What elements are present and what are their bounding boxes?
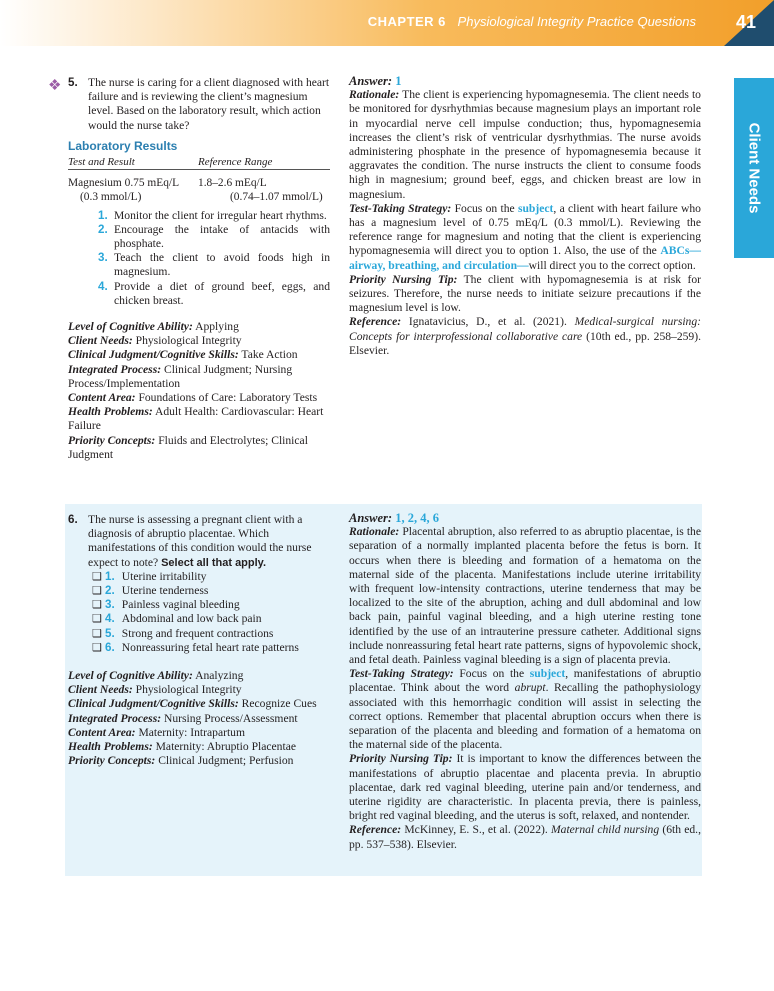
- reference-label: Reference:: [349, 315, 402, 329]
- rationale: [349, 88, 701, 202]
- checkbox-icon[interactable]: ❑: [92, 641, 102, 654]
- page-number: 41: [735, 12, 756, 32]
- test-taking-strategy: [349, 667, 701, 752]
- checkbox-icon[interactable]: ❑: [92, 585, 102, 598]
- option-text: Uterine irritability: [121, 569, 207, 583]
- meta-value: Applying: [195, 320, 239, 334]
- answer-option[interactable]: [98, 208, 330, 223]
- meta-row: [68, 320, 330, 334]
- strategy-text: . Recalling the pathophysiology associated with this hemorrhagic condition will assist in selecting the correct options. Remember that placental abruption occurs when there is separation of the placenta and bleeding and formation of a hematoma on the maternal side of the placenta.: [349, 681, 701, 752]
- select-all-instruction: Select all that apply.: [161, 556, 267, 569]
- meta-value: Maternity: Intrapartum: [138, 725, 246, 739]
- lab-col-test: Test and Result: [68, 156, 135, 169]
- chapter-label: CHAPTER 6: [367, 14, 446, 29]
- test-taking-strategy: [349, 202, 701, 273]
- lab-range-si: (0.74–1.07 mmol/L): [230, 191, 323, 204]
- answer-label: Answer:: [349, 74, 393, 88]
- highlight-subject: subject: [529, 667, 566, 681]
- side-tab-label: Client Needs: [745, 122, 763, 214]
- meta-value: Foundations of Care: Laboratory Tests: [138, 391, 318, 405]
- question-metadata: [68, 669, 330, 768]
- checkbox-icon[interactable]: ❑: [92, 599, 102, 612]
- strategy-text: will direct you to the correct option.: [528, 258, 696, 272]
- answer-options: [68, 570, 330, 655]
- running-head: [368, 14, 696, 29]
- meta-row: [68, 334, 330, 348]
- meta-key: Health Problems:: [68, 740, 153, 754]
- rationale: [349, 525, 701, 667]
- lab-row: [68, 190, 330, 204]
- priority-nursing-tip: [349, 273, 701, 316]
- alternate-item-icon: ❖: [48, 78, 62, 94]
- question-metadata: [68, 320, 330, 462]
- reference: [349, 315, 701, 358]
- reference-text: McKinney, E. S., et al. (2022).: [404, 823, 548, 837]
- answer-option[interactable]: [98, 222, 330, 251]
- meta-key: Priority Concepts:: [68, 754, 156, 768]
- lab-results-title: Laboratory Results: [68, 138, 178, 153]
- option-text: Provide a diet of ground beef, eggs, and chicken breast.: [114, 279, 330, 307]
- meta-row: [68, 683, 330, 697]
- option-number: 1.: [98, 208, 108, 222]
- meta-value: Maternity: Abruptio Placentae: [155, 740, 296, 754]
- page-header: [0, 0, 774, 46]
- option-number: 4.: [98, 279, 108, 293]
- meta-row: [68, 405, 330, 433]
- question-number: 6.: [68, 513, 78, 526]
- option-number: 1.: [105, 569, 115, 583]
- answer-value: 1: [395, 74, 402, 88]
- meta-key: Content Area:: [68, 391, 136, 405]
- answer-6: [349, 511, 701, 852]
- answer-option[interactable]: [92, 598, 330, 612]
- option-text: Painless vaginal bleeding: [121, 598, 240, 612]
- lab-range: 1.8–2.6 mEq/L: [198, 177, 267, 190]
- meta-value: Fluids and Electrolytes; Clinical Judgment: [68, 433, 308, 461]
- meta-row: [68, 669, 330, 683]
- rationale-text: Placental abruption, also referred to as abruptio placentae, is the separation of a normally implanted placenta before the fetus is born. It occurs when there is bleeding and formation of a hematoma on the maternal side of the placenta. Manifestations include uterine irritability with frequent low-intensity contractions, uterine tenderness that may be localized to the site of the abruption, aching and dull abdominal and low back pain, painful vaginal bleeding, and a high uterine resting tone identified by the use of an intrauterine pressure catheter. Additional signs include nonreassuring fetal heart rate patterns, signs of hypovolemic shock, and fetal death. Painless vaginal bleeding is a sign of placenta previa.: [349, 525, 701, 667]
- option-text: Strong and frequent contractions: [121, 626, 274, 640]
- option-number: 2.: [105, 584, 115, 598]
- reference-title: Medical-surgical nursing: Concepts for interprofessional collaborative care: [349, 315, 702, 343]
- option-text: Teach the client to avoid foods high in magnesium.: [114, 251, 330, 279]
- tip-label: Priority Nursing Tip:: [349, 752, 453, 766]
- option-number: 5.: [105, 626, 115, 640]
- tip-label: Priority Nursing Tip:: [349, 272, 458, 286]
- meta-row: [68, 434, 330, 462]
- meta-row: [68, 363, 330, 391]
- strategy-text: Focus on the: [459, 667, 525, 681]
- option-text: Abdominal and low back pain: [121, 612, 262, 626]
- meta-row: [68, 391, 330, 405]
- checkbox-icon[interactable]: ❑: [92, 613, 102, 626]
- meta-key: Client Needs:: [68, 683, 133, 697]
- reference: [349, 823, 701, 851]
- option-number: 3.: [105, 598, 115, 612]
- meta-key: Level of Cognitive Ability:: [68, 669, 193, 683]
- meta-value: Take Action: [241, 348, 298, 362]
- meta-row: [68, 726, 330, 740]
- lab-table-header: [68, 155, 330, 170]
- option-number: 6.: [105, 640, 115, 654]
- meta-row: [68, 348, 330, 362]
- question-number: 5.: [68, 76, 78, 89]
- priority-nursing-tip: [349, 752, 701, 823]
- lab-row: [68, 176, 330, 190]
- lab-result-si: (0.3 mmol/L): [80, 191, 142, 204]
- chapter-title: Physiological Integrity Practice Questions: [457, 14, 696, 29]
- tip-text: It is important to know the differences between the manifestations of abruptio placentae and placenta previa. In abruptio placentae, dark red vaginal bleeding, uterine pain and/or tenderness, and uterine rigidity are characteristic. In placenta previa, there is painless, bright red vaginal bleeding, and the uterus is soft, relaxed, and nontender.: [349, 752, 701, 823]
- question-6: [68, 513, 330, 768]
- meta-row: [68, 697, 330, 711]
- lab-result: Magnesium 0.75 mEq/L: [68, 177, 180, 190]
- option-text: Encourage the intake of antacids with phosphate.: [114, 222, 330, 251]
- answer-value: 1, 2, 4, 6: [395, 511, 439, 525]
- answer-option[interactable]: [92, 569, 330, 584]
- answer-option[interactable]: [92, 626, 330, 641]
- answer-option[interactable]: [92, 584, 330, 598]
- meta-row: [68, 740, 330, 754]
- rationale-text: The client is experiencing hypomagnesemia. The client needs to be monitored for dysrhythmias because magnesium plays an important role in myocardial nerve cell impulse conduction; thus, hypomagnesemia increases the client’s risk of ventricular dysrhythmias. The nurse avoids administering phosphate in the presence of hypomagnesemia because it aggravates the condition. The nurse instructs the client to consume foods high in magnesium; ground beef, eggs, and chicken breast are low in magnesium.: [349, 88, 701, 201]
- reference-text: Ignatavicius, D., et al. (2021).: [408, 315, 567, 329]
- rationale-label: Rationale:: [349, 88, 400, 102]
- option-text: Monitor the client for irregular heart rhythms.: [114, 208, 327, 222]
- question-6-stem: [68, 513, 330, 570]
- meta-value: Recognize Cues: [241, 697, 317, 711]
- tip-text: The client with hypomagnesemia is at risk for seizures. Therefore, the nurse needs to initiate seizure precautions if the magnesium level is low.: [349, 272, 701, 315]
- question-text: The nurse is assessing a pregnant client with a diagnosis of abruptio placentae. Which manifestations of this condition would the nurse expect to note?: [88, 513, 312, 569]
- answer-option[interactable]: [98, 279, 330, 308]
- meta-key: Client Needs:: [68, 334, 133, 348]
- checkbox-icon[interactable]: ❑: [92, 627, 102, 640]
- question-text: The nurse is caring for a client diagnosed with heart failure and is reviewing the client’s magnesium level. Based on the laboratory result, which action would the nurse take?: [88, 76, 330, 132]
- answer-option[interactable]: [92, 612, 330, 626]
- answer-option[interactable]: [98, 251, 330, 279]
- lab-col-range: Reference Range: [198, 156, 273, 169]
- strategy-label: Test-Taking Strategy:: [349, 201, 452, 215]
- meta-value: Physiological Integrity: [135, 334, 242, 348]
- highlight-abcs: ABCs—airway, breathing, and circulation—: [349, 244, 701, 272]
- answer-heading: [349, 74, 701, 88]
- option-number: 3.: [98, 251, 108, 265]
- meta-key: Integrated Process:: [68, 711, 162, 725]
- meta-key: Level of Cognitive Ability:: [68, 320, 193, 334]
- meta-key: Clinical Judgment/Cognitive Skills:: [68, 697, 239, 711]
- highlight-subject: subject: [517, 201, 554, 215]
- strategy-text: , a client with heart failure who has a magnesium level of 0.75 mEq/L (0.3 mmol/L). Reviewing the reference range for magnesium and noting that the client is experiencing hypomagnesemia will direct you to option 1. Also, the use of the: [349, 201, 701, 258]
- question-5: [68, 76, 330, 462]
- option-number: 2.: [98, 222, 108, 236]
- meta-key: Priority Concepts:: [68, 433, 156, 447]
- answer-options: [68, 209, 330, 308]
- strategy-label: Test-Taking Strategy:: [349, 667, 454, 681]
- option-text: Nonreassuring fetal heart rate patterns: [121, 640, 299, 654]
- question-5-stem: [68, 76, 330, 133]
- meta-key: Health Problems:: [68, 405, 153, 419]
- checkbox-icon[interactable]: ❑: [92, 570, 102, 583]
- meta-key: Content Area:: [68, 725, 136, 739]
- reference-text: (6th ed., pp. 537–538). Elsevier.: [349, 823, 701, 851]
- option-number: 4.: [105, 612, 115, 626]
- strategy-text: , manifestations of abruptio placentae. Think about the word: [349, 667, 701, 695]
- side-tab: [734, 78, 774, 258]
- reference-label: Reference:: [349, 823, 402, 837]
- meta-value: Clinical Judgment; Nursing Process/Implementation: [68, 362, 293, 390]
- reference-title: Maternal child nursing: [550, 823, 660, 837]
- meta-value: Adult Health: Cardiovascular: Heart Failure: [68, 405, 324, 433]
- meta-value: Nursing Process/Assessment: [163, 711, 298, 725]
- meta-value: Analyzing: [195, 669, 244, 683]
- meta-row: [68, 754, 330, 768]
- meta-row: [68, 712, 330, 726]
- answer-5: [349, 74, 701, 358]
- answer-label: Answer:: [349, 511, 393, 525]
- option-text: Uterine tenderness: [121, 584, 209, 598]
- meta-key: Integrated Process:: [68, 362, 162, 376]
- meta-key: Clinical Judgment/Cognitive Skills:: [68, 348, 239, 362]
- strategy-text: Focus on the: [454, 201, 515, 215]
- strategy-keyword: abrupt: [514, 681, 546, 695]
- answer-option[interactable]: [92, 640, 330, 655]
- rationale-label: Rationale:: [349, 525, 400, 539]
- reference-text: (10th ed., pp. 258–259). Elsevier.: [349, 329, 701, 357]
- meta-value: Clinical Judgment; Perfusion: [158, 754, 294, 768]
- answer-heading: [349, 511, 701, 525]
- meta-value: Physiological Integrity: [135, 683, 242, 697]
